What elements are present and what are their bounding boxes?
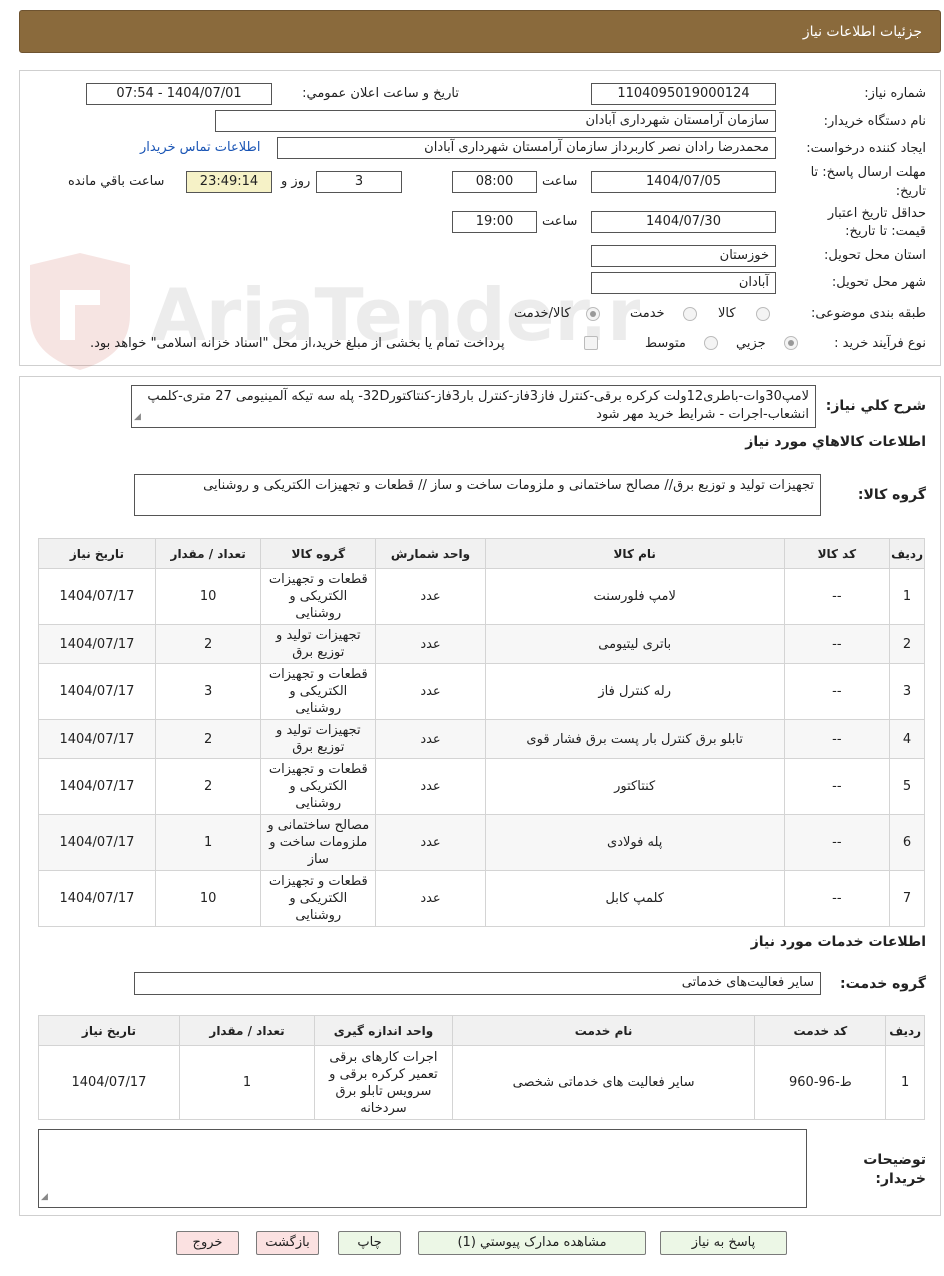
goods-table-row [39, 815, 925, 871]
remaining-time-label: ساعت باقي مانده [68, 174, 165, 189]
svc-cell-qty: 1 [179, 1046, 314, 1120]
remaining-time-value: 23:49:14 [186, 171, 272, 193]
validity-time-label: ساعت [542, 214, 578, 229]
category-goods-service-label: کالا/خدمت [514, 306, 571, 321]
svc-cell-name: سایر فعالیت های خدماتی شخصی [452, 1046, 755, 1120]
category-service-label: خدمت [630, 306, 665, 321]
services-table-body [39, 1046, 925, 1120]
cell-group: قطعات و تجهیزات الکتریکی و روشنایی [261, 664, 376, 720]
need-number-label: شماره نیاز: [864, 86, 926, 101]
deadline-label-1: مهلت ارسال پاسخ: تا [810, 165, 926, 180]
col-code: کد کالا [784, 539, 890, 569]
buyer-org-value: سازمان آرامستان شهرداری آبادان [215, 110, 776, 132]
cell-row: 2 [890, 625, 925, 664]
announce-value: 1404/07/01 - 07:54 [86, 83, 272, 105]
cell-qty: 3 [155, 664, 261, 720]
cell-row: 1 [890, 569, 925, 625]
cell-qty: 1 [155, 815, 261, 871]
cell-unit: عدد [376, 815, 486, 871]
goods-table-row [39, 569, 925, 625]
treasury-checkbox[interactable] [584, 336, 598, 350]
cell-date: 1404/07/17 [39, 664, 156, 720]
deadline-time-label: ساعت [542, 174, 578, 189]
svc-cell-row: 1 [886, 1046, 925, 1120]
goods-group-label: گروه کالا: [857, 487, 926, 503]
cell-qty: 2 [155, 720, 261, 759]
page-title-bar [19, 10, 941, 53]
back-button[interactable]: بازگشت [256, 1231, 319, 1255]
resize-grip-icon[interactable]: ◢ [134, 412, 141, 422]
summary-label: شرح کلي نیاز: [825, 398, 926, 414]
cell-name: لامپ فلورسنت [485, 569, 784, 625]
svc-cell-code: ط-96-960 [755, 1046, 886, 1120]
province-value: خوزستان [591, 245, 776, 267]
svc-col-row: ردیف [886, 1016, 925, 1046]
buyer-notes-textarea[interactable] [38, 1129, 807, 1208]
cell-date: 1404/07/17 [39, 759, 156, 815]
cell-group: قطعات و تجهیزات الکتریکی و روشنایی [261, 871, 376, 927]
cell-unit: عدد [376, 720, 486, 759]
goods-table-row [39, 664, 925, 720]
validity-label-2: قیمت: تا تاریخ: [845, 224, 926, 239]
cell-date: 1404/07/17 [39, 871, 156, 927]
requester-label: ایجاد کننده درخواست: [806, 141, 926, 156]
goods-table-row [39, 720, 925, 759]
col-date: تاریخ نیاز [39, 539, 156, 569]
province-label: استان محل تحویل: [824, 248, 926, 263]
buyer-notes-label-2: خریدار: [875, 1171, 926, 1187]
cell-row: 4 [890, 720, 925, 759]
cell-group: تجهیزات تولید و توزیع برق [261, 625, 376, 664]
validity-date-value: 1404/07/30 [591, 211, 776, 233]
services-table [38, 1015, 925, 1120]
cell-name: رله کنترل فاز [485, 664, 784, 720]
cell-name: پله فولادی [485, 815, 784, 871]
cell-qty: 10 [155, 871, 261, 927]
cell-group: قطعات و تجهیزات الکتریکی و روشنایی [261, 569, 376, 625]
cell-row: 5 [890, 759, 925, 815]
cell-group: مصالح ساختمانی و ملزومات ساخت و ساز [261, 815, 376, 871]
cell-date: 1404/07/17 [39, 815, 156, 871]
col-row: ردیف [890, 539, 925, 569]
buyer-org-label: نام دستگاه خریدار: [823, 114, 926, 129]
col-name: نام کالا [485, 539, 784, 569]
cell-date: 1404/07/17 [39, 625, 156, 664]
process-medium-label: متوسط [645, 336, 686, 351]
col-unit: واحد شمارش [376, 539, 486, 569]
cell-name: کلمپ کابل [485, 871, 784, 927]
process-minor-radio[interactable] [784, 336, 798, 350]
cell-name: کنتاکتور [485, 759, 784, 815]
cell-unit: عدد [376, 871, 486, 927]
cell-name: تابلو برق کنترل بار پست برق فشار قوی [485, 720, 784, 759]
svc-cell-unit: اجرات کارهای برقی تعمیر کرکره برقی و سرویس تابلو برق سردخانه [315, 1046, 453, 1120]
category-goods-service-radio[interactable] [586, 307, 600, 321]
deadline-time-value: 08:00 [452, 171, 537, 193]
cell-unit: عدد [376, 625, 486, 664]
svc-col-qty: تعداد / مقدار [179, 1016, 314, 1046]
cell-code: -- [784, 759, 890, 815]
cell-group: قطعات و تجهیزات الکتریکی و روشنایی [261, 759, 376, 815]
cell-date: 1404/07/17 [39, 569, 156, 625]
col-qty: تعداد / مقدار [155, 539, 261, 569]
goods-group-text-content: تجهیزات تولید و توزیع برق// مصالح ساختمانی و ملزومات ساخت و ساز // قطعات و تجهیزات الکتریکی و روشنایی [203, 478, 814, 493]
goods-table-body [39, 569, 925, 927]
cell-unit: عدد [376, 569, 486, 625]
cell-code: -- [784, 625, 890, 664]
goods-table-row [39, 759, 925, 815]
services-section-title: اطلاعات خدمات مورد نیاز [750, 934, 926, 950]
goods-table [38, 538, 925, 927]
summary-text [131, 385, 816, 428]
goods-table-row [39, 871, 925, 927]
treasury-note: پرداخت تمام یا بخشی از مبلغ خرید،از محل "اسناد خزانه اسلامی" خواهد بود. [90, 336, 505, 351]
svc-col-code: کد خدمت [755, 1016, 886, 1046]
goods-section-title: اطلاعات کالاهاي مورد نیاز [745, 434, 926, 450]
cell-code: -- [784, 569, 890, 625]
services-group-text-content: سایر فعالیت‌های خدماتی [681, 975, 814, 990]
col-group: گروه کالا [261, 539, 376, 569]
cell-unit: عدد [376, 664, 486, 720]
resize-grip-icon[interactable]: ◢ [41, 1192, 48, 1202]
buyer-contact-link[interactable]: اطلاعات تماس خریدار [140, 140, 261, 155]
process-minor-label: جزيي [736, 336, 766, 351]
requester-value: محمدرضا رادان نصر کاربرداز سازمان آرامستان شهرداری آبادان [277, 137, 776, 159]
cell-row: 7 [890, 871, 925, 927]
cell-date: 1404/07/17 [39, 720, 156, 759]
cell-qty: 2 [155, 759, 261, 815]
services-group-text [134, 972, 821, 995]
need-number-value: 1104095019000124 [591, 83, 776, 105]
city-value: آبادان [591, 272, 776, 294]
cell-code: -- [784, 720, 890, 759]
announce-label: تاریخ و ساعت اعلان عمومي: [302, 86, 459, 101]
svc-col-date: تاریخ نیاز [39, 1016, 180, 1046]
summary-text-content: لامپ30وات-باطری12ولت کرکره برقی-کنترل فاز3فاز-کنترل بار3فاز-کنتاکتور32D- پله سه تیکه آلمینیومی 27 متری-کلمپ انشعاب-اجرات - شرایط خرید مهر شود [147, 389, 809, 422]
cell-code: -- [784, 664, 890, 720]
process-label: نوع فرآیند خرید : [834, 336, 926, 351]
cell-name: باتری لیتیومی [485, 625, 784, 664]
cell-qty: 2 [155, 625, 261, 664]
days-label: روز و [281, 174, 311, 189]
cell-qty: 10 [155, 569, 261, 625]
cell-code: -- [784, 815, 890, 871]
services-table-row [39, 1046, 925, 1120]
category-service-radio[interactable] [683, 307, 697, 321]
process-medium-radio[interactable] [704, 336, 718, 350]
svc-col-name: نام خدمت [452, 1016, 755, 1046]
view-attachments-button[interactable]: مشاهده مدارک پیوستي (1) [418, 1231, 646, 1255]
goods-table-row [39, 625, 925, 664]
cell-row: 3 [890, 664, 925, 720]
goods-group-text [134, 474, 821, 516]
print-button[interactable]: چاپ [338, 1231, 401, 1255]
cell-unit: عدد [376, 759, 486, 815]
category-goods-radio[interactable] [756, 307, 770, 321]
page-title: جزئیات اطلاعات نیاز [802, 24, 922, 40]
category-label: طبقه بندی موضوعی: [810, 306, 926, 321]
cell-code: -- [784, 871, 890, 927]
exit-button[interactable]: خروج [176, 1231, 239, 1255]
services-group-label: گروه خدمت: [840, 976, 926, 992]
category-goods-label: کالا [718, 306, 736, 321]
reply-button[interactable]: پاسخ به نیاز [660, 1231, 787, 1255]
buyer-notes-label-1: توضیحات [863, 1152, 926, 1168]
deadline-label-2: تاریخ: [895, 184, 926, 199]
days-value: 3 [316, 171, 402, 193]
svc-cell-date: 1404/07/17 [39, 1046, 180, 1120]
validity-time-value: 19:00 [452, 211, 537, 233]
city-label: شهر محل تحویل: [831, 275, 926, 290]
svc-col-unit: واحد اندازه گیری [315, 1016, 453, 1046]
deadline-date-value: 1404/07/05 [591, 171, 776, 193]
cell-row: 6 [890, 815, 925, 871]
validity-label-1: حداقل تاریخ اعتبار [827, 206, 926, 221]
cell-group: تجهیزات تولید و توزیع برق [261, 720, 376, 759]
